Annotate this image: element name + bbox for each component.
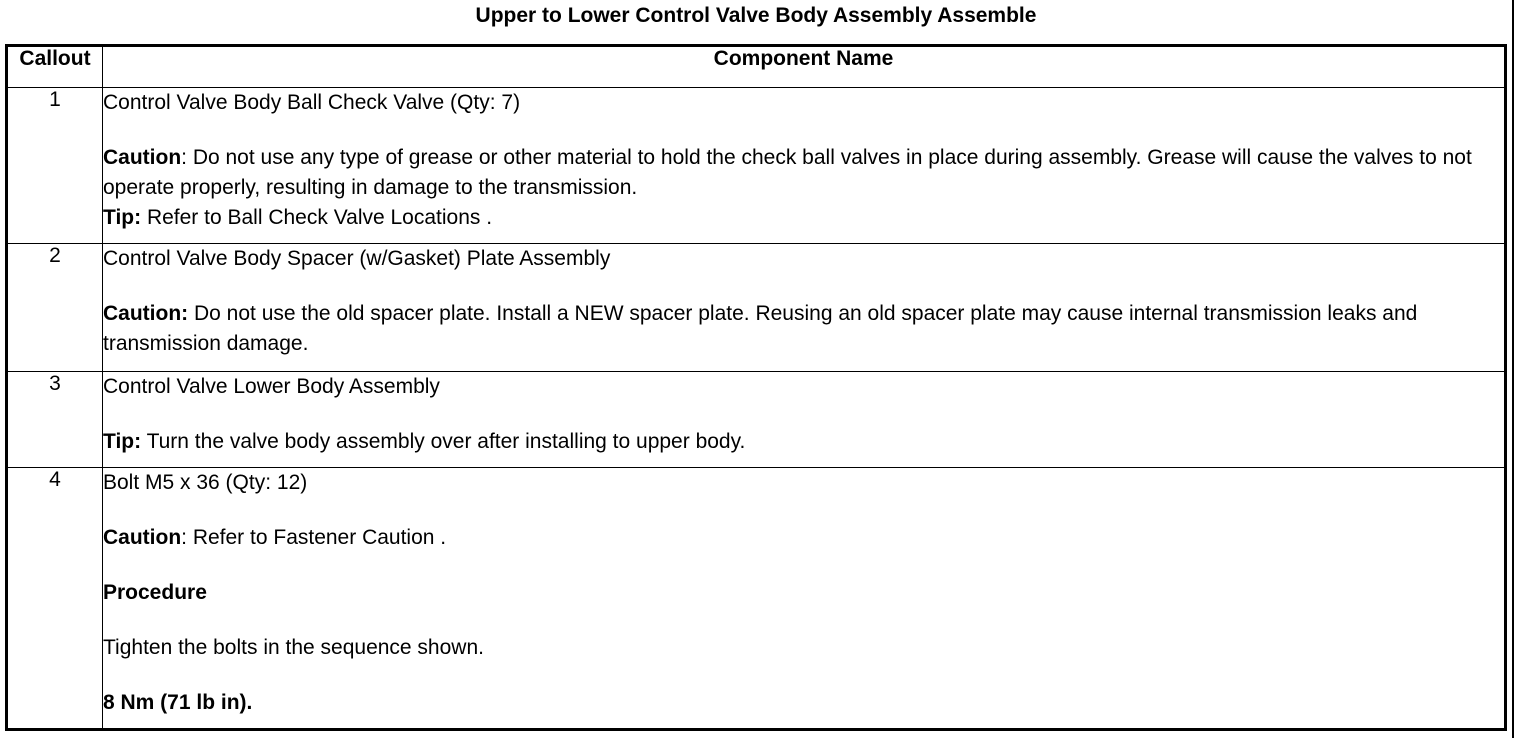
caution-note	[103, 143, 1504, 203]
callout-number: 3	[7, 372, 103, 468]
caution-text: Do not use any type of grease or other material to hold the check ball valves in place during assembly. Grease will cause the valves to not operate properly, resulting in damage to the transmission.	[103, 146, 1472, 199]
tip-label: Tip:	[103, 430, 142, 453]
table-row	[7, 88, 1506, 244]
caution-text: Refer to Fastener Caution .	[192, 526, 447, 549]
page-right-border	[1512, 0, 1514, 738]
tip-text: Turn the valve body assembly over after installing to upper body.	[141, 430, 746, 453]
caution-note	[103, 523, 1504, 553]
component-name: Control Valve Lower Body Assembly	[103, 375, 440, 398]
caution-label: Caution	[103, 526, 182, 549]
torque-spec: 8 Nm (71 lb in).	[103, 691, 253, 714]
table-row	[7, 372, 1506, 468]
callout-number: 2	[7, 244, 103, 372]
component-name: Bolt M5 x 36 (Qty: 12)	[103, 471, 308, 494]
table-header-row	[7, 46, 1506, 88]
callout-number: 1	[7, 88, 103, 244]
caution-separator: :	[181, 146, 193, 169]
callout-number: 4	[7, 468, 103, 730]
component-description	[103, 88, 1506, 244]
component-description	[103, 244, 1506, 372]
header-callout: Callout	[7, 46, 103, 88]
table-row	[7, 468, 1506, 730]
page-title: Upper to Lower Control Valve Body Assembly Assemble	[475, 4, 1037, 27]
tip-text: Refer to Ball Check Valve Locations .	[141, 206, 493, 229]
table-row	[7, 244, 1506, 372]
procedure-heading: Procedure	[103, 581, 207, 604]
tip-note	[103, 427, 1504, 457]
caution-label: Caution	[103, 146, 182, 169]
caution-note	[103, 299, 1504, 359]
caution-separator: :	[181, 526, 193, 549]
header-component-name: Component Name	[103, 46, 1506, 88]
component-name: Control Valve Body Spacer (w/Gasket) Plate Assembly	[103, 247, 611, 270]
caution-label: Caution:	[103, 302, 189, 325]
caution-text: Do not use the old spacer plate. Install a NEW spacer plate. Reusing an old spacer plate may cause internal transmission leaks and transmission damage.	[103, 302, 1418, 355]
component-description	[103, 372, 1506, 468]
component-description	[103, 468, 1506, 730]
procedure-text: Tighten the bolts in the sequence shown.	[103, 636, 484, 659]
component-table	[5, 44, 1507, 731]
tip-label: Tip:	[103, 206, 142, 229]
component-name: Control Valve Body Ball Check Valve (Qty: 7)	[103, 91, 521, 114]
tip-note	[103, 203, 1504, 233]
